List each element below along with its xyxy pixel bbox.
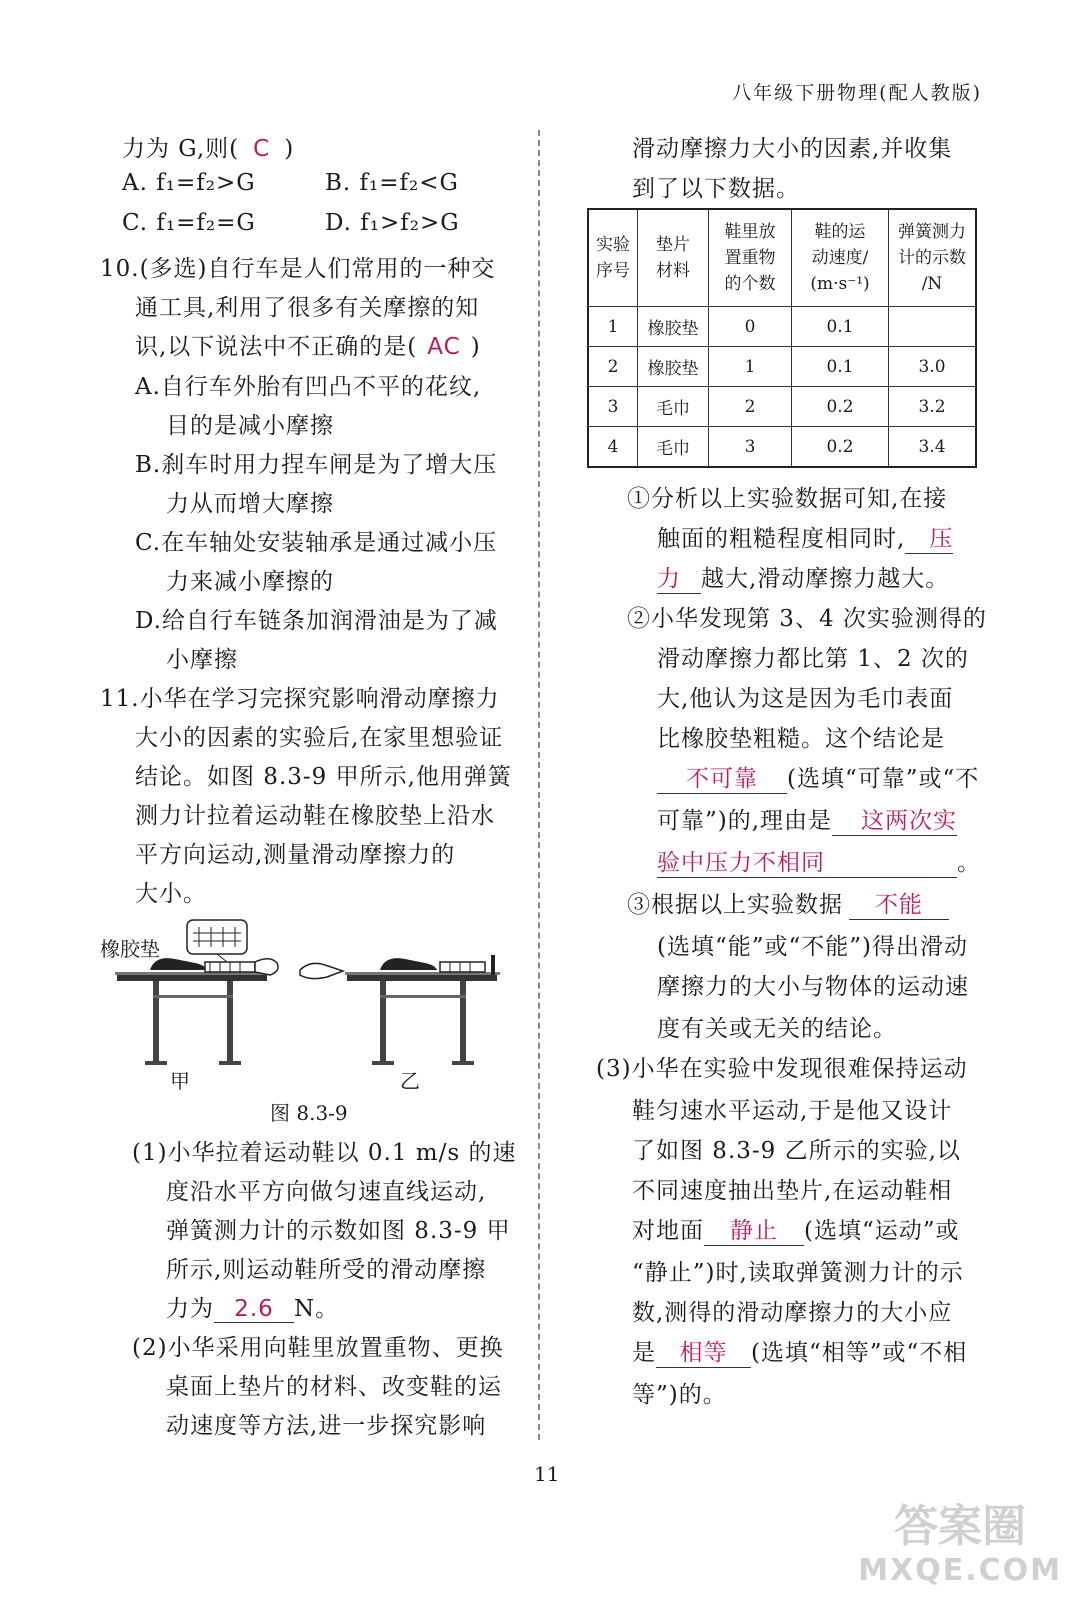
p2-continued: 到了以下数据。 xyxy=(632,176,800,202)
p3-line: 不同速度抽出垫片,在运动鞋相 xyxy=(632,1178,953,1204)
table-row: 3 毛巾 2 0.2 3.2 xyxy=(588,387,976,427)
label-rubber-pad: 橡胶垫 xyxy=(100,937,160,961)
q9-stem: 力为 G,则( C ) xyxy=(122,136,295,162)
q11-line: 平方向运动,测量滑动摩擦力的 xyxy=(135,842,456,868)
figure-drawing xyxy=(95,915,515,1095)
p2-line: (2)小华采用向鞋里放置重物、更换 xyxy=(132,1335,504,1361)
q10-option-b: 力从而增大摩擦 xyxy=(166,491,334,517)
p1-line: 力为 2.6 N。 xyxy=(166,1296,340,1322)
s2-line: 可靠”)的,理由是 这两次实 xyxy=(657,802,957,836)
p1-line: 度沿水平方向做匀速直线运动, xyxy=(166,1179,487,1205)
s3-line: ③根据以上实验数据 不能 xyxy=(627,886,949,920)
watermark-logo: 答案圈 MXQE.COM xyxy=(858,1501,1062,1588)
s2-answer-blank: 不可靠 xyxy=(657,760,787,794)
s2-reason-blank: 验中压力不相同 xyxy=(657,844,957,878)
s1-line: ①分析以上实验数据可知,在接 xyxy=(627,486,948,512)
p3-line: 数,测得的滑动摩擦力的大小应 xyxy=(632,1300,953,1326)
table-row: 4 毛巾 3 0.2 3.4 xyxy=(588,427,976,468)
q9-answer: C xyxy=(253,136,271,162)
q11-line: 11.小华在学习完探究影响滑动摩擦力 xyxy=(100,686,500,712)
q10-option-d: D.给自行车链条加润滑油是为了减 xyxy=(135,608,498,634)
q11-line: 大小。 xyxy=(135,881,207,907)
s2-line: 滑动摩擦力都比第 1、2 次的 xyxy=(657,646,969,672)
q10-option-d: 小摩擦 xyxy=(166,647,238,673)
p2-line: 动速度等方法,进一步探究影响 xyxy=(166,1413,487,1439)
s2-line: 验中压力不相同 。 xyxy=(657,844,981,878)
s2-line: ②小华发现第 3、4 次实验测得的 xyxy=(627,606,987,632)
q9-option-a: A. f₁=f₂>G xyxy=(122,170,256,196)
p3-line: 等”)的。 xyxy=(632,1382,727,1408)
table-header-row xyxy=(588,209,976,307)
header-trial-no: 实验 序号 xyxy=(588,209,638,307)
s2-line: 大,他认为这是因为毛巾表面 xyxy=(657,686,954,712)
q10-option-c: C.在车轴处安装轴承是通过减小压 xyxy=(135,530,498,556)
experiment-data-table xyxy=(587,208,977,468)
q10-line: 10.(多选)自行车是人们常用的一种交 xyxy=(100,256,496,282)
p1-line: 弹簧测力计的示数如图 8.3-9 甲 xyxy=(166,1218,511,1244)
p3-answer-blank: 相等 xyxy=(656,1334,751,1368)
q11-line: 大小的因素的实验后,在家里想验证 xyxy=(135,725,504,751)
s2-line: 比橡胶垫粗糙。这个结论是 xyxy=(657,726,945,752)
s3-line: (选填“能”或“不能”)得出滑动 xyxy=(657,934,968,960)
s2-reason-blank: 这两次实 xyxy=(832,802,957,836)
column-divider xyxy=(538,130,540,1440)
q9-option-c: C. f₁=f₂=G xyxy=(122,210,256,236)
s1-answer-blank: 压 xyxy=(905,520,953,554)
p3-line: (3)小华在实验中发现很难保持运动 xyxy=(596,1056,968,1082)
p3-line: 鞋匀速水平运动,于是他又设计 xyxy=(632,1098,953,1124)
s1-line: 力 越大,滑动摩擦力越大。 xyxy=(657,560,949,594)
s1-answer-blank: 力 xyxy=(657,560,701,594)
q10-option-b: B.刹车时用力捏车闸是为了增大压 xyxy=(135,452,498,478)
page-header: 八年级下册物理(配人教版) xyxy=(732,82,982,104)
q10-option-a: 目的是减小摩擦 xyxy=(166,413,334,439)
q11-line: 结论。如图 8.3-9 甲所示,他用弹簧 xyxy=(135,764,512,790)
s2-line: 不可靠 (选填“可靠”或“不 xyxy=(657,760,979,794)
s3-line: 度有关或无关的结论。 xyxy=(657,1016,897,1042)
q9-option-b: B. f₁=f₂<G xyxy=(325,170,459,196)
label-yi: 乙 xyxy=(400,1069,420,1093)
header-speed: 鞋的运 动速度/ (m·s⁻¹) xyxy=(792,209,889,307)
header-pad-material: 垫片 材料 xyxy=(638,209,709,307)
p2-continued: 滑动摩擦力大小的因素,并收集 xyxy=(632,136,953,162)
label-jia: 甲 xyxy=(170,1069,190,1093)
q10-option-a: A.自行车外胎有凹凸不平的花纹, xyxy=(135,374,482,400)
table-row: 1 橡胶垫 0 0.1 xyxy=(588,307,976,347)
q10-line: 通工具,利用了很多有关摩擦的知 xyxy=(135,295,480,321)
p3-line: “静止”)时,读取弹簧测力计的示 xyxy=(632,1260,964,1286)
p1-line: 所示,则运动鞋所受的滑动摩擦 xyxy=(166,1257,487,1283)
p3-line: 了如图 8.3-9 乙所示的实验,以 xyxy=(632,1138,961,1164)
table-row: 2 橡胶垫 1 0.1 3.0 xyxy=(588,347,976,387)
figure-caption: 图 8.3-9 xyxy=(270,1101,348,1125)
header-weights: 鞋里放 置重物 的个数 xyxy=(709,209,792,307)
page-number: 11 xyxy=(534,1462,560,1486)
p3-line: 对地面 静止 (选填“运动”或 xyxy=(632,1212,960,1246)
s3-answer-blank: 不能 xyxy=(849,886,949,920)
s1-line: 触面的粗糙程度相同时, 压 xyxy=(657,520,953,554)
q10-line: 识,以下说法中不正确的是( AC ) xyxy=(135,334,481,360)
q10-answer: AC xyxy=(427,334,461,360)
q9-option-d: D. f₁>f₂>G xyxy=(325,210,460,236)
p1-answer-blank: 2.6 xyxy=(214,1296,294,1323)
q10-option-c: 力来减小摩擦的 xyxy=(166,569,334,595)
p3-line: 是 相等 (选填“相等”或“不相 xyxy=(632,1334,967,1368)
p2-line: 桌面上垫片的材料、改变鞋的运 xyxy=(166,1374,502,1400)
q11-line: 测力计拉着运动鞋在橡胶垫上沿水 xyxy=(135,803,495,829)
header-scale-reading: 弹簧测力 计的示数 /N xyxy=(889,209,977,307)
table-yi-drawing xyxy=(300,955,500,1065)
experiment-figure xyxy=(95,915,515,1095)
p1-line: (1)小华拉着运动鞋以 0.1 m/s 的速 xyxy=(132,1140,517,1166)
s3-line: 摩擦力的大小与物体的运动速 xyxy=(657,974,969,1000)
table-jia-drawing xyxy=(115,920,278,1065)
p3-answer-blank: 静止 xyxy=(704,1212,804,1246)
